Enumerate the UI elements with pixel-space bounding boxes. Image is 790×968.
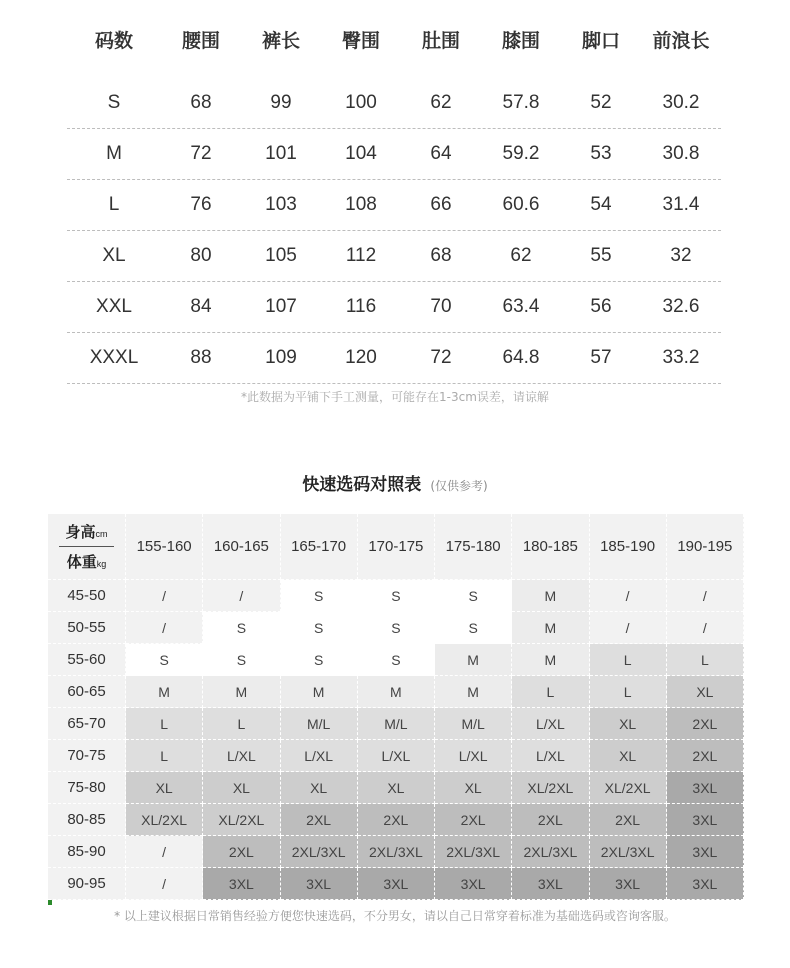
height-header: 190-195: [667, 514, 744, 580]
height-header: 170-175: [358, 514, 435, 580]
size-recommendation-cell: XL: [590, 740, 667, 772]
size-cell: 66: [430, 194, 452, 215]
size-recommendation-cell: M: [435, 644, 512, 676]
size-cell: 57: [590, 347, 612, 368]
size-recommendation-cell: 3XL: [358, 868, 435, 900]
size-recommendation-cell: 2XL: [281, 804, 358, 836]
size-cell: 32.6: [662, 296, 700, 317]
size-recommendation-cell: /: [126, 868, 203, 900]
size-recommendation-cell: L/XL: [512, 708, 589, 740]
size-recommendation-cell: S: [126, 644, 203, 676]
size-recommendation-cell: /: [126, 612, 203, 644]
header-waist: 腰围: [181, 30, 220, 52]
size-recommendation-cell: XL: [203, 772, 280, 804]
size-recommendation-cell: 3XL: [667, 836, 744, 868]
size-recommendation-cell: 2XL: [590, 804, 667, 836]
size-row: [67, 231, 721, 282]
size-cell: 57.8: [502, 92, 540, 113]
size-recommendation-cell: L: [126, 708, 203, 740]
size-row: [67, 282, 721, 333]
size-cell: 60.6: [502, 194, 540, 215]
size-recommendation-cell: 3XL: [203, 868, 280, 900]
size-recommendation-cell: XL: [667, 676, 744, 708]
size-recommendation-cell: M: [126, 676, 203, 708]
size-recommendation-cell: L: [590, 676, 667, 708]
size-recommendation-cell: L/XL: [358, 740, 435, 772]
size-recommendation-cell: M: [512, 644, 589, 676]
quick-select-title-text: 快速选码对照表: [302, 475, 422, 495]
header-front-rise: 前浪长: [652, 30, 710, 52]
size-recommendation-cell: 2XL: [203, 836, 280, 868]
size-cell: XL: [102, 245, 126, 266]
size-cell: 112: [345, 245, 377, 266]
size-cell: 64: [430, 143, 452, 164]
size-recommendation-cell: S: [358, 612, 435, 644]
measurement-note: *此数据为平铺下手工测量，可能存在1-3cm误差，请谅解: [241, 390, 549, 404]
size-recommendation-cell: 3XL: [590, 868, 667, 900]
size-recommendation-cell: M/L: [358, 708, 435, 740]
size-cell: 32: [670, 245, 692, 266]
size-recommendation-cell: 2XL/3XL: [512, 836, 589, 868]
size-recommendation-cell: /: [126, 580, 203, 612]
weight-header: 90-95: [48, 868, 126, 900]
size-cell: 70: [430, 296, 452, 317]
size-cell: 56: [590, 296, 612, 317]
size-cell: 76: [190, 194, 212, 215]
header-length: 裤长: [261, 30, 300, 52]
size-cell: 64.8: [502, 347, 540, 368]
size-cell: 107: [265, 296, 297, 317]
size-recommendation-cell: S: [358, 644, 435, 676]
size-recommendation-cell: XL/2XL: [590, 772, 667, 804]
size-recommendation-cell: M: [512, 580, 589, 612]
weight-header: 80-85: [48, 804, 126, 836]
size-cell: 116: [345, 296, 377, 317]
weight-header: 65-70: [48, 708, 126, 740]
size-recommendation-cell: /: [590, 580, 667, 612]
size-recommendation-cell: S: [281, 644, 358, 676]
size-recommendation-cell: 3XL: [667, 868, 744, 900]
size-recommendation-cell: M/L: [281, 708, 358, 740]
size-cell: 108: [345, 194, 377, 215]
size-cell: 31.4: [662, 194, 700, 215]
size-recommendation-cell: M: [203, 676, 280, 708]
size-cell: 30.2: [662, 92, 700, 113]
size-cell: S: [107, 92, 121, 113]
size-cell: 54: [590, 194, 612, 215]
height-header: 165-170: [281, 514, 358, 580]
size-recommendation-cell: 2XL: [435, 804, 512, 836]
size-recommendation-cell: S: [358, 580, 435, 612]
size-cell: 59.2: [502, 143, 540, 164]
size-recommendation-cell: 2XL/3XL: [358, 836, 435, 868]
size-recommendation-cell: 2XL/3XL: [281, 836, 358, 868]
size-recommendation-cell: XL: [358, 772, 435, 804]
size-cell: 103: [265, 194, 297, 215]
weight-label: 体重kg: [66, 554, 107, 571]
size-recommendation-cell: 3XL: [667, 804, 744, 836]
size-recommendation-cell: L/XL: [203, 740, 280, 772]
size-recommendation-cell: /: [667, 612, 744, 644]
size-recommendation-cell: S: [203, 612, 280, 644]
size-recommendation-cell: M/L: [435, 708, 512, 740]
size-recommendation-cell: /: [590, 612, 667, 644]
weight-header: 45-50: [48, 580, 126, 612]
header-hem: 脚口: [581, 30, 620, 52]
size-recommendation-cell: S: [281, 580, 358, 612]
size-recommendation-cell: S: [435, 580, 512, 612]
size-cell: 105: [265, 245, 297, 266]
size-row: [67, 78, 721, 129]
size-cell: 100: [345, 92, 377, 113]
weight-header: 50-55: [48, 612, 126, 644]
height-header: 155-160: [126, 514, 203, 580]
size-recommendation-cell: /: [126, 836, 203, 868]
size-recommendation-cell: XL: [281, 772, 358, 804]
size-recommendation-cell: 3XL: [435, 868, 512, 900]
header-knee: 膝围: [501, 30, 540, 52]
size-cell: 55: [590, 245, 612, 266]
header-hip: 臀围: [341, 30, 380, 52]
quick-select-subtitle: (仅供参考): [430, 479, 488, 493]
height-header: 180-185: [512, 514, 589, 580]
size-table-body: [67, 78, 721, 384]
weight-header: 70-75: [48, 740, 126, 772]
height-header: 185-190: [590, 514, 667, 580]
header-size: 码数: [94, 30, 133, 52]
height-label: 身高cm: [59, 521, 113, 547]
size-recommendation-cell: XL: [590, 708, 667, 740]
height-header: 160-165: [203, 514, 280, 580]
size-recommendation-cell: 2XL: [358, 804, 435, 836]
size-cell: 99: [270, 92, 292, 113]
size-recommendation-cell: 2XL: [512, 804, 589, 836]
size-cell: M: [106, 143, 122, 164]
size-cell: 62: [510, 245, 532, 266]
size-cell: 72: [190, 143, 212, 164]
size-cell: 109: [265, 347, 297, 368]
size-recommendation-cell: S: [203, 644, 280, 676]
size-row: [67, 333, 721, 384]
size-recommendation-cell: 2XL/3XL: [590, 836, 667, 868]
size-recommendation-cell: 3XL: [667, 772, 744, 804]
size-recommendation-cell: XL: [435, 772, 512, 804]
weight-header: 60-65: [48, 676, 126, 708]
size-recommendation-cell: 3XL: [281, 868, 358, 900]
weight-header: 55-60: [48, 644, 126, 676]
size-cell: 30.8: [662, 143, 700, 164]
size-recommendation-cell: L/XL: [435, 740, 512, 772]
header-belly: 肚围: [421, 30, 460, 52]
size-cell: L: [108, 194, 120, 215]
size-cell: 84: [190, 296, 212, 317]
size-recommendation-cell: M: [512, 612, 589, 644]
size-recommendation-cell: 2XL: [667, 740, 744, 772]
size-recommendation-cell: L: [203, 708, 280, 740]
size-cell: 120: [345, 347, 377, 368]
size-cell: 68: [430, 245, 452, 266]
size-recommendation-cell: L/XL: [281, 740, 358, 772]
size-recommendation-cell: 2XL: [667, 708, 744, 740]
size-cell: 72: [430, 347, 452, 368]
size-recommendation-cell: L: [512, 676, 589, 708]
size-recommendation-cell: 3XL: [512, 868, 589, 900]
size-recommendation-cell: L: [667, 644, 744, 676]
size-recommendation-cell: /: [203, 580, 280, 612]
size-recommendation-cell: M: [281, 676, 358, 708]
size-cell: 88: [190, 347, 212, 368]
size-recommendation-cell: S: [281, 612, 358, 644]
weight-header: 75-80: [48, 772, 126, 804]
size-recommendation-cell: XL/2XL: [203, 804, 280, 836]
size-cell: 53: [590, 143, 612, 164]
size-row: [67, 129, 721, 180]
size-recommendation-cell: S: [435, 612, 512, 644]
weight-header: 85-90: [48, 836, 126, 868]
size-recommendation-cell: L/XL: [512, 740, 589, 772]
height-header: 175-180: [435, 514, 512, 580]
quick-select-note: * 以上建议根据日常销售经验方便您快速选码，不分男女，请以自己日常穿着标准为基础选码或咨询客服。: [114, 909, 676, 923]
size-recommendation-cell: /: [667, 580, 744, 612]
size-measurement-table: [67, 0, 721, 384]
quick-select-grid: [48, 514, 744, 900]
size-recommendation-cell: XL: [126, 772, 203, 804]
size-cell: 62: [430, 92, 452, 113]
size-recommendation-cell: M: [358, 676, 435, 708]
size-row: [67, 180, 721, 231]
size-cell: 68: [190, 92, 212, 113]
corner-cell: [48, 514, 126, 580]
size-table-header: [67, 0, 721, 78]
size-cell: XXXL: [89, 347, 139, 368]
corner-marker: [48, 900, 52, 905]
size-cell: 52: [590, 92, 612, 113]
size-cell: 63.4: [502, 296, 540, 317]
size-cell: XXL: [96, 296, 132, 317]
size-cell: 101: [265, 143, 297, 164]
size-recommendation-cell: L: [590, 644, 667, 676]
size-cell: 80: [190, 245, 212, 266]
size-recommendation-cell: XL/2XL: [512, 772, 589, 804]
size-cell: 104: [345, 143, 377, 164]
size-recommendation-cell: 2XL/3XL: [435, 836, 512, 868]
size-cell: 33.2: [662, 347, 700, 368]
size-recommendation-cell: M: [435, 676, 512, 708]
size-recommendation-cell: XL/2XL: [126, 804, 203, 836]
quick-select-title: [0, 470, 790, 495]
size-recommendation-cell: L: [126, 740, 203, 772]
